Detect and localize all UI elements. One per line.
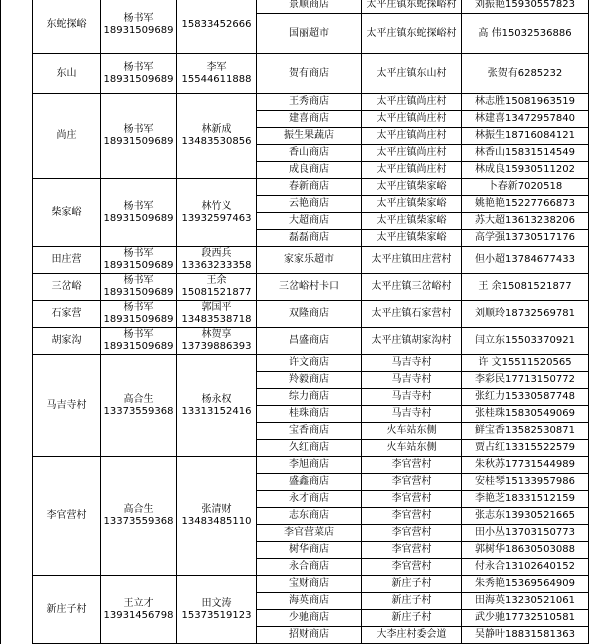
store-contact-cell: 张贺有6285232 (462, 54, 589, 94)
store-name-cell: 家家乐超市 (257, 247, 362, 274)
store-contact-cell: 刘振艳15930557823 (462, 0, 589, 14)
table-row (1, 355, 589, 372)
table-row (1, 94, 589, 111)
manager-name: 杨书军 (123, 302, 154, 313)
store-contact-cell: 王 余15081521877 (462, 274, 589, 301)
contact-person-name: 林新成 (201, 124, 232, 135)
contact-person-cell (177, 179, 257, 247)
store-contact-cell: 安桂琴15133957986 (462, 474, 589, 491)
contact-person-name: 段西兵 (201, 248, 232, 259)
manager-phone: 18931509689 (103, 314, 174, 325)
store-name-cell: 综力商店 (257, 389, 362, 406)
manager-cell (101, 576, 177, 644)
manager-cell (101, 54, 177, 94)
manager-cell (101, 301, 177, 328)
address-cell: 太平庄镇东山村 (362, 54, 462, 94)
address-cell: 马吉寺村 (362, 389, 462, 406)
store-name-cell: 振生果蔬店 (257, 128, 362, 145)
address-cell: 太平庄镇柴家峪 (362, 196, 462, 213)
address-cell: 新庄子村 (362, 610, 462, 627)
contact-person-phone: 13483530856 (181, 136, 252, 147)
store-contact-cell: 付永合13102640152 (462, 559, 589, 576)
store-name-cell: 树华商店 (257, 542, 362, 559)
manager-cell (101, 328, 177, 355)
address-cell: 太平庄镇柴家峪 (362, 230, 462, 247)
store-name-cell: 昌盛商店 (257, 328, 362, 355)
store-contact-cell: 许 文15511520565 (462, 355, 589, 372)
store-name-cell: 永合商店 (257, 559, 362, 576)
store-name-cell: 招财商店 (257, 627, 362, 644)
store-name-cell: 李官营菜店 (257, 525, 362, 542)
village-cell: 李官营村 (33, 457, 101, 576)
address-cell: 太平庄镇柴家峪 (362, 213, 462, 230)
village-cell: 柴家峪 (33, 179, 101, 247)
store-name-cell: 宝香商店 (257, 423, 362, 440)
contact-person-cell (177, 247, 257, 274)
contact-person-name: 林贺享 (201, 329, 232, 340)
manager-name: 杨书军 (123, 200, 154, 212)
manager-cell (101, 457, 177, 576)
store-name-cell: 云艳商店 (257, 196, 362, 213)
contact-person-cell (177, 274, 257, 301)
table-row (1, 274, 589, 301)
store-contact-cell: 田海英13230521061 (462, 593, 589, 610)
contact-person-phone: 15544611888 (181, 73, 252, 85)
address-cell: 太平庄镇尚庄村 (362, 162, 462, 179)
store-name-cell: 大超商店 (257, 213, 362, 230)
store-name-cell: 桂珠商店 (257, 406, 362, 423)
store-contact-cell: 但小超13784677433 (462, 247, 589, 274)
address-cell: 李官营村 (362, 542, 462, 559)
store-name-cell: 志东商店 (257, 508, 362, 525)
store-name-cell: 盛鑫商店 (257, 474, 362, 491)
contact-person-cell (177, 0, 257, 54)
contact-person-name: 田文涛 (201, 597, 232, 609)
store-name-cell: 宝财商店 (257, 576, 362, 593)
table-row (1, 301, 589, 328)
contact-person-phone: 13363233358 (181, 260, 252, 271)
store-name-cell: 磊磊商店 (257, 230, 362, 247)
contact-person-phone: 15833452666 (181, 19, 252, 30)
store-name-cell: 双隆商店 (257, 301, 362, 328)
contact-person-cell (177, 457, 257, 576)
contact-person-name: 李军 (206, 61, 227, 73)
store-contact-cell: 林志胜15081963519 (462, 94, 589, 111)
contact-person-cell (177, 355, 257, 457)
store-contact-cell: 张志东13930521665 (462, 508, 589, 525)
store-name-cell: 春新商店 (257, 179, 362, 196)
address-cell: 太平庄镇柴家峪 (362, 179, 462, 196)
address-cell: 李官营村 (362, 559, 462, 576)
contact-person-cell (177, 328, 257, 355)
store-name-cell: 香山商店 (257, 145, 362, 162)
village-cell: 新庄子村 (33, 576, 101, 644)
manager-cell (101, 355, 177, 457)
store-contact-cell: 刘顺玲18732569781 (462, 301, 589, 328)
contact-person-name: 林竹义 (201, 200, 232, 212)
blank-cell (1, 355, 33, 644)
address-cell: 李官营村 (362, 508, 462, 525)
address-cell: 太平庄镇东蛇探峪村 (362, 14, 462, 54)
store-contact-cell: 鲜宝香13582530871 (462, 423, 589, 440)
store-contact-cell: 姚艳艳15227766873 (462, 196, 589, 213)
manager-cell (101, 274, 177, 301)
address-cell: 新庄子村 (362, 576, 462, 593)
village-cell: 胡家沟 (33, 328, 101, 355)
store-name-cell: 国丽超市 (257, 14, 362, 54)
store-contact-cell: 林香山15831514549 (462, 145, 589, 162)
contact-person-cell (177, 94, 257, 179)
store-name-cell: 少驰商店 (257, 610, 362, 627)
manager-name: 杨书军 (123, 329, 154, 340)
store-contact-cell: 朱秋苏17731544989 (462, 457, 589, 474)
village-cell: 尚庄 (33, 94, 101, 179)
address-cell: 太平庄镇尚庄村 (362, 111, 462, 128)
address-cell: 太平庄镇尚庄村 (362, 94, 462, 111)
store-contact-cell: 苏大超13613238206 (462, 213, 589, 230)
manager-name: 杨书军 (123, 61, 154, 73)
manager-phone: 18931509689 (103, 287, 174, 298)
manager-phone: 18931509689 (103, 73, 174, 85)
store-contact-cell: 田小丛13703150773 (462, 525, 589, 542)
manager-cell (101, 179, 177, 247)
manager-cell (101, 94, 177, 179)
contact-person-phone: 13313152416 (181, 405, 252, 417)
store-contact-cell: 郭树华18630503088 (462, 542, 589, 559)
store-contact-cell: 朱秀艳15369564909 (462, 576, 589, 593)
manager-phone: 13373559368 (103, 405, 174, 417)
village-cell: 田庄营 (33, 247, 101, 274)
manager-phone: 18931509689 (103, 136, 174, 147)
store-contact-cell: 卜春新7020518 (462, 179, 589, 196)
address-cell: 太平庄镇石家营村 (362, 301, 462, 328)
store-contact-cell: 张桂珠15830549069 (462, 406, 589, 423)
address-cell: 太平庄镇田庄营村 (362, 247, 462, 274)
contact-person-name: 张清财 (201, 504, 232, 515)
manager-name: 杨书军 (123, 13, 154, 24)
address-cell: 太平庄镇胡家沟村 (362, 328, 462, 355)
address-cell: 太平庄镇尚庄村 (362, 145, 462, 162)
store-name-cell: 王秀商店 (257, 94, 362, 111)
store-contact-cell: 林振生18716084121 (462, 128, 589, 145)
address-cell: 新庄子村 (362, 593, 462, 610)
store-contact-cell: 高 伟15032536886 (462, 14, 589, 54)
address-cell: 李官营村 (362, 525, 462, 542)
store-contact-cell: 张红力15330587748 (462, 389, 589, 406)
store-name-cell: 永才商店 (257, 491, 362, 508)
village-cell: 马吉寺村 (33, 355, 101, 457)
store-name-cell: 三岔峪村卡口 (257, 274, 362, 301)
store-contact-cell: 贾占红13315522579 (462, 440, 589, 457)
store-name-cell: 建喜商店 (257, 111, 362, 128)
store-name-cell: 李旭商店 (257, 457, 362, 474)
store-contact-cell: 武少驰17732510581 (462, 610, 589, 627)
address-cell: 太平庄镇尚庄村 (362, 128, 462, 145)
blank-cell (1, 0, 33, 355)
manager-name: 高合生 (123, 504, 154, 515)
table-row (1, 54, 589, 94)
contact-person-cell (177, 576, 257, 644)
store-contact-cell: 李彩民17713150772 (462, 372, 589, 389)
manager-phone: 18931509689 (103, 25, 174, 36)
manager-phone: 13373559368 (103, 516, 174, 527)
manager-name: 杨书军 (123, 275, 154, 286)
contact-person-cell (177, 54, 257, 94)
table-row (1, 457, 589, 474)
contact-person-name: 郭国平 (201, 302, 232, 313)
manager-name: 高合生 (123, 393, 154, 405)
manager-name: 杨书军 (123, 124, 154, 135)
store-contact-cell: 林建喜13472957840 (462, 111, 589, 128)
contact-person-phone: 13739886393 (181, 341, 252, 352)
store-name-cell: 成良商店 (257, 162, 362, 179)
contact-person-phone: 15081521877 (181, 287, 252, 298)
address-cell: 大李庄村委会道 (362, 627, 462, 644)
address-cell: 太平庄镇三岔峪村 (362, 274, 462, 301)
store-contact-cell: 闫立东15503370921 (462, 328, 589, 355)
store-name-cell: 贺有商店 (257, 54, 362, 94)
contact-person-cell (177, 301, 257, 328)
store-name-cell: 景顺商店 (257, 0, 362, 14)
table-row (1, 576, 589, 593)
table-row (1, 328, 589, 355)
village-cell: 石家营 (33, 301, 101, 328)
address-cell: 火车站东侧 (362, 440, 462, 457)
table-body (1, 0, 589, 644)
manager-cell (101, 247, 177, 274)
table-row (1, 247, 589, 274)
address-cell: 李官营村 (362, 457, 462, 474)
village-cell: 东山 (33, 54, 101, 94)
contact-person-name: 杨永权 (201, 393, 232, 405)
table-row (1, 179, 589, 196)
contact-person-phone: 13932597463 (181, 212, 252, 224)
store-contact-cell: 李艳芝18331512159 (462, 491, 589, 508)
address-cell: 太平庄镇东蛇探峪村 (362, 0, 462, 14)
manager-cell (101, 0, 177, 54)
village-cell: 三岔峪 (33, 274, 101, 301)
village-cell: 东蛇探峪 (33, 0, 101, 54)
address-cell: 李官营村 (362, 491, 462, 508)
store-contact-cell: 高学强13730517176 (462, 230, 589, 247)
store-name-cell: 许文商店 (257, 355, 362, 372)
manager-name: 杨书军 (123, 248, 154, 259)
manager-phone: 18931509689 (103, 341, 174, 352)
store-name-cell: 久红商店 (257, 440, 362, 457)
store-name-cell: 羚毅商店 (257, 372, 362, 389)
manager-phone: 18931509689 (103, 260, 174, 271)
store-contact-cell: 林成良15930511202 (462, 162, 589, 179)
contact-person-name: 王余 (206, 275, 227, 286)
manager-phone: 13931456798 (103, 609, 174, 621)
address-cell: 马吉寺村 (362, 372, 462, 389)
store-contact-cell: 吴静叶18831581363 (462, 627, 589, 644)
store-name-cell: 海英商店 (257, 593, 362, 610)
manager-phone: 18931509689 (103, 212, 174, 224)
contact-person-phone: 15373519123 (181, 609, 252, 621)
manager-name: 王立才 (123, 597, 154, 609)
address-cell: 火车站东侧 (362, 423, 462, 440)
table-row (1, 0, 589, 14)
address-cell: 李官营村 (362, 474, 462, 491)
address-cell: 马吉寺村 (362, 406, 462, 423)
contact-person-phone: 13483538718 (181, 314, 252, 325)
address-cell: 马吉寺村 (362, 355, 462, 372)
contact-person-phone: 13483485110 (181, 516, 252, 527)
